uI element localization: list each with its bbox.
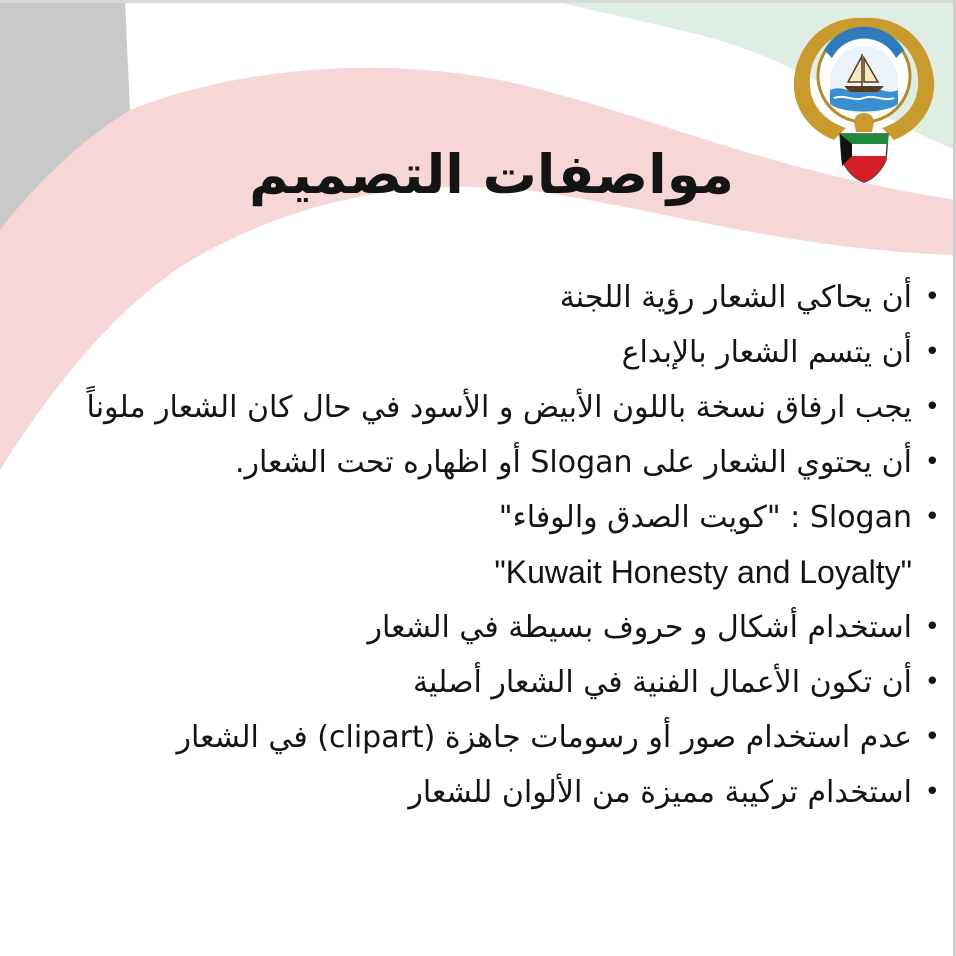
list-item xyxy=(12,270,942,325)
kuwait-state-emblem-icon xyxy=(788,10,940,186)
list-item xyxy=(12,490,942,600)
list-item xyxy=(12,710,942,765)
top-border xyxy=(0,0,956,3)
list-item xyxy=(12,765,942,820)
bullet-icon: • xyxy=(924,667,940,697)
list-item xyxy=(12,655,942,710)
list-item-text: أن يحاكي الشعار رؤية اللجنة xyxy=(559,280,912,315)
bullet-icon: • xyxy=(924,722,940,752)
list-item xyxy=(12,325,942,380)
list-item-text: استخدام تركيبة مميزة من الألوان للشعار xyxy=(408,775,912,810)
page-title: مواصفات التصميم xyxy=(249,143,734,206)
bullet-icon: • xyxy=(924,612,940,642)
bullet-icon: • xyxy=(924,392,940,422)
bullet-icon: • xyxy=(924,777,940,807)
list-item-text: استخدام أشكال و حروف بسيطة في الشعار xyxy=(367,610,912,645)
bullet-icon: • xyxy=(924,447,940,477)
slogan-english: "Kuwait Honesty and Loyalty" xyxy=(494,554,912,590)
bullet-icon: • xyxy=(924,337,940,367)
design-spec-list xyxy=(12,270,942,820)
list-item xyxy=(12,600,942,655)
list-item-text: أن يتسم الشعار بالإبداع xyxy=(621,335,912,370)
bullet-icon: • xyxy=(924,502,940,532)
list-item-text: يجب ارفاق نسخة باللون الأبيض و الأسود في حال كان الشعار ملوناً xyxy=(86,390,912,425)
list-item xyxy=(12,435,942,490)
list-item-text: Slogan : "كويت الصدق والوفاء" xyxy=(498,500,912,535)
list-item-text: أن تكون الأعمال الفنية في الشعار أصلية xyxy=(412,665,912,700)
bullet-icon: • xyxy=(924,282,940,312)
list-item xyxy=(12,380,942,435)
list-item-text: عدم استخدام صور أو رسومات جاهزة (clipart) في الشعار xyxy=(176,720,912,755)
list-item-text: أن يحتوي الشعار على Slogan أو اظهاره تحت الشعار. xyxy=(234,445,912,480)
